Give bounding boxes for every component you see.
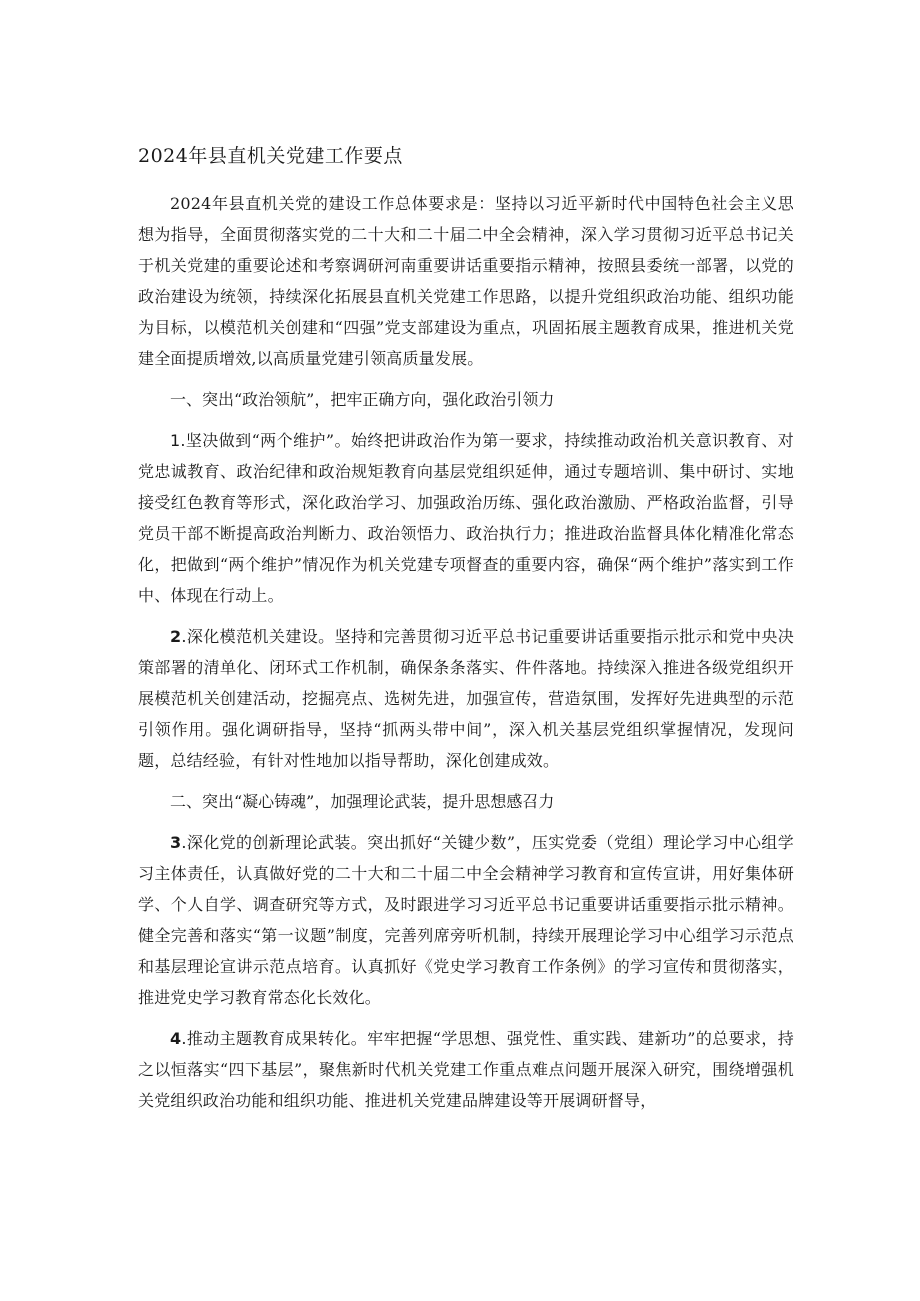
item-3-paragraph (138, 827, 794, 1013)
item-2-number: 2 (170, 627, 182, 646)
item-1-text: 坚决做到“两个维护”。始终把讲政治作为第一要求，持续推动政治机关意识教育、对党忠诚教育、政治纪律和政治规矩教育向基层党组织延伸，通过专题培训、集中研讨、实地接受红色教育等形式，深化政治学习、加强政治历练、强化政治激励、严格政治监督，引导党员干部不断提高政治判断力、政治领悟力、政治执行力；推进政治监督具体化精准化常态化，把做到“两个维护”情况作为机关党建专项督查的重要内容，确保“两个维护”落实到工作中、体现在行动上。 (138, 431, 794, 605)
item-4-text: .推动主题教育成果转化。牢牢把握“学思想、强党性、重实践、建新功”的总要求，持之以恒落实“四下基层”，聚焦新时代机关党建工作重点难点问题开展深入研究，围绕增强机关党组织政治功能和组织功能、推进机关党建品牌建设等开展调研督导， (138, 1029, 794, 1110)
intro-paragraph: 2024年县直机关党的建设工作总体要求是：坚持以习近平新时代中国特色社会主义思想为指导，全面贯彻落实党的二十大和二十届二中全会精神，深入学习贯彻习近平总书记关于机关党建的重要论述和考察调研河南重要讲话重要指示精神，按照县委统一部署，以党的政治建设为统领，持续深化拓展县直机关党建工作思路，以提升党组织政治功能、组织功能为目标，以模范机关创建和“四强”党支部建设为重点，巩固拓展主题教育成果，推进机关党建全面提质增效,以高质量党建引领高质量发展。 (138, 194, 794, 368)
section-2-heading: 二、突出“凝心铸魂”，加强理论武装，提升思想感召力 (170, 792, 555, 811)
item-1-paragraph (138, 425, 794, 611)
item-2-text: .深化模范机关建设。坚持和完善贯彻习近平总书记重要讲话重要指示批示和党中央决策部署的清单化、闭环式工作机制，确保条条落实、件件落地。持续深入推进各级党组织开展模范机关创建活动，挖掘亮点、选树先进，加强宣传，营造氛围，发挥好先进典型的示范引领作用。强化调研指导，坚持“抓两头带中间”，深入机关基层党组织掌握情况，发现问题，总结经验，有针对性地加以指导帮助，深化创建成效。 (138, 627, 794, 770)
section-1-heading: 一、突出“政治领航”，把牢正确方向，强化政治引领力 (170, 390, 555, 409)
item-3-text: .深化党的创新理论武装。突出抓好“关键少数”，压实党委（党组）理论学习中心组学习主体责任，认真做好党的二十大和二十届二中全会精神学习教育和宣传宣讲，用好集体研学、个人自学、调查研究等方式，及时跟进学习习近平总书记重要讲话重要指示批示精神。健全完善和落实“第一议题”制度，完善列席旁听机制，持续开展理论学习中心组学习示范点和基层理论宣讲示范点培育。认真抓好《党史学习教育工作条例》的学习宣传和贯彻落实，推进党史学习教育常态化长效化。 (138, 833, 794, 1007)
document-title: 2024年县直机关党建工作要点 (138, 145, 403, 167)
document-body (138, 142, 794, 1126)
item-1-number: 1. (170, 431, 186, 450)
item-2-paragraph (138, 621, 794, 776)
item-4-number: 4 (170, 1029, 182, 1048)
item-4-paragraph (138, 1023, 794, 1116)
item-3-number: 3 (170, 833, 182, 852)
